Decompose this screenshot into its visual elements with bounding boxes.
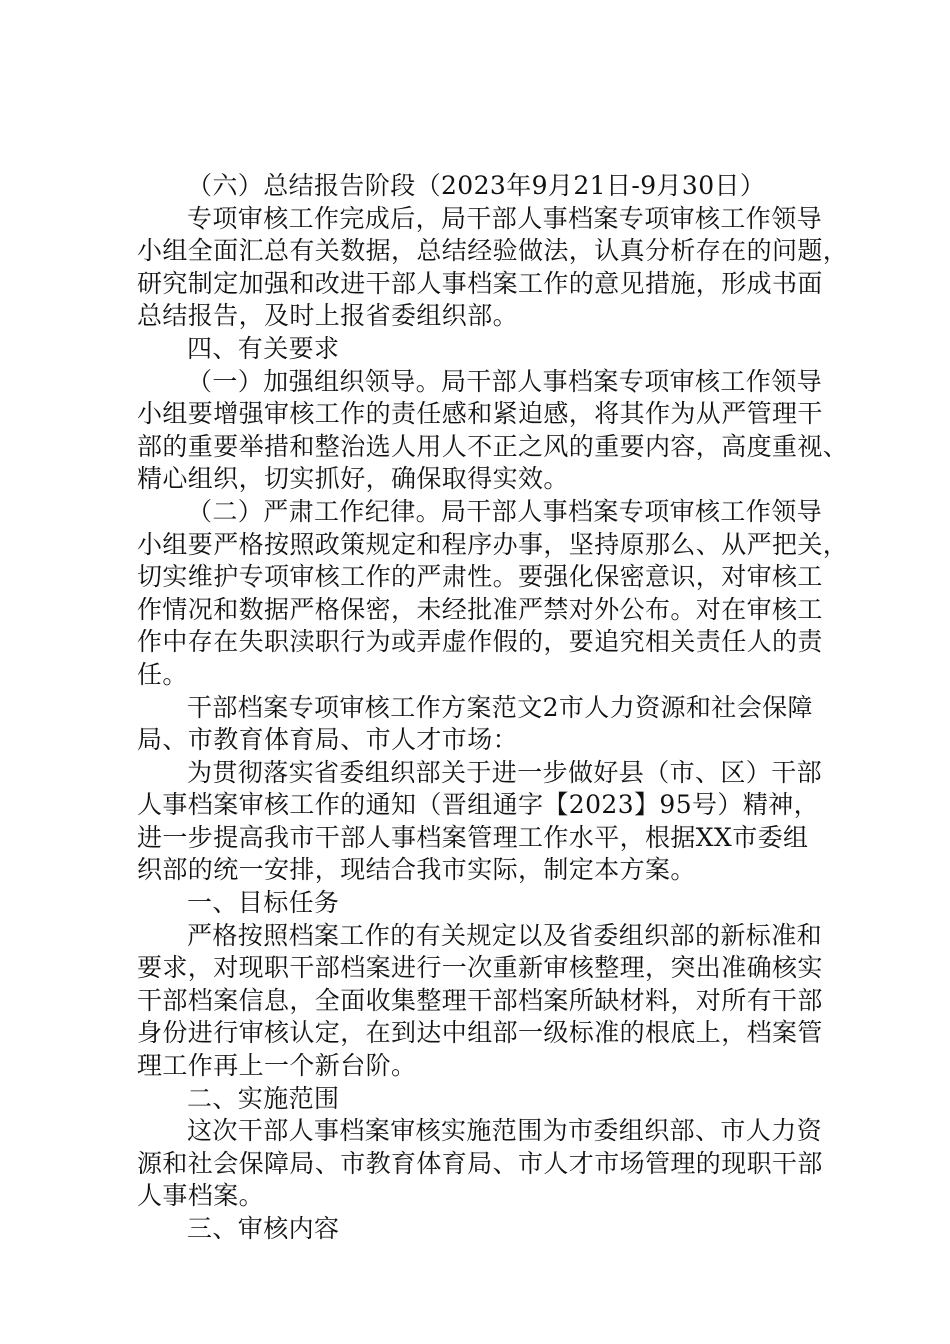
text-line: 三、审核内容	[187, 1214, 340, 1243]
text-line: 部的重要举措和整治选人用人不正之风的重要内容，高度重视、	[137, 431, 849, 461]
text-line: 人事档案审核工作的通知（晋组通字【2023】95号）精神，	[137, 790, 820, 820]
text-line: 精心组织，切实抓好，确保取得实效。	[137, 464, 569, 494]
text-line: 源和社会保障局、市教育体育局、市人才市场管理的现职干部	[137, 1148, 823, 1178]
text-line: 一、目标任务	[187, 888, 340, 918]
text-line: 作情况和数据严格保密，未经批准严禁对外公布。对在审核工	[137, 594, 823, 624]
text-line: 任。	[137, 659, 188, 689]
text-line: 严格按照档案工作的有关规定以及省委组织部的新标准和	[187, 920, 823, 950]
text-line: 小组要增强审核工作的责任感和紧迫感，将其作为从严管理干	[137, 399, 823, 429]
text-line: 研究制定加强和改进干部人事档案工作的意见措施，形成书面	[137, 268, 823, 298]
text-line: 四、有关要求	[187, 333, 340, 363]
text-line: 小组要严格按照政策规定和程序办事，坚持原那么、从严把关，	[137, 529, 849, 559]
text-line: 理工作再上一个新台阶。	[137, 1051, 417, 1081]
text-line: （一）加强组织领导。局干部人事档案专项审核工作领导	[187, 366, 823, 396]
text-line: 总结报告，及时上报省委组织部。	[137, 301, 519, 331]
text-line: 切实维护专项审核工作的严肃性。要强化保密意识，对审核工	[137, 562, 823, 592]
text-line: 作中存在失职渎职行为或弄虚作假的，要追究相关责任人的责	[137, 627, 823, 657]
text-line: 进一步提高我市干部人事档案管理工作水平，根据XX市委组	[137, 822, 809, 852]
text-line: 干部档案专项审核工作方案范文2市人力资源和社会保障	[187, 692, 813, 722]
text-line: 人事档案。	[137, 1181, 265, 1211]
text-line: 织部的统一安排，现结合我市实际，制定本方案。	[137, 855, 696, 885]
text-line: 二、实施范围	[187, 1083, 340, 1113]
text-line: 要求，对现职干部档案进行一次重新审核整理，突出准确核实	[137, 953, 823, 983]
text-line: 局、市教育体育局、市人才市场：	[137, 725, 519, 755]
text-line: 小组全面汇总有关数据，总结经验做法，认真分析存在的问题，	[137, 236, 849, 266]
text-line: 身份进行审核认定，在到达中组部一级标准的根底上，档案管	[137, 1018, 823, 1048]
text-line: 这次干部人事档案审核实施范围为市委组织部、市人力资	[187, 1116, 823, 1146]
document-body	[137, 170, 849, 1246]
text-line: 干部档案信息，全面收集整理干部档案所缺材料，对所有干部	[137, 985, 823, 1015]
text-line: 为贯彻落实省委组织部关于进一步做好县（市、区）干部	[187, 757, 823, 787]
text-line: （二）严肃工作纪律。局干部人事档案专项审核工作领导	[187, 496, 823, 526]
text-line: 专项审核工作完成后，局干部人事档案专项审核工作领导	[187, 203, 823, 233]
text-line: （六）总结报告阶段（2023年9月21日-9月30日）	[187, 171, 766, 200]
